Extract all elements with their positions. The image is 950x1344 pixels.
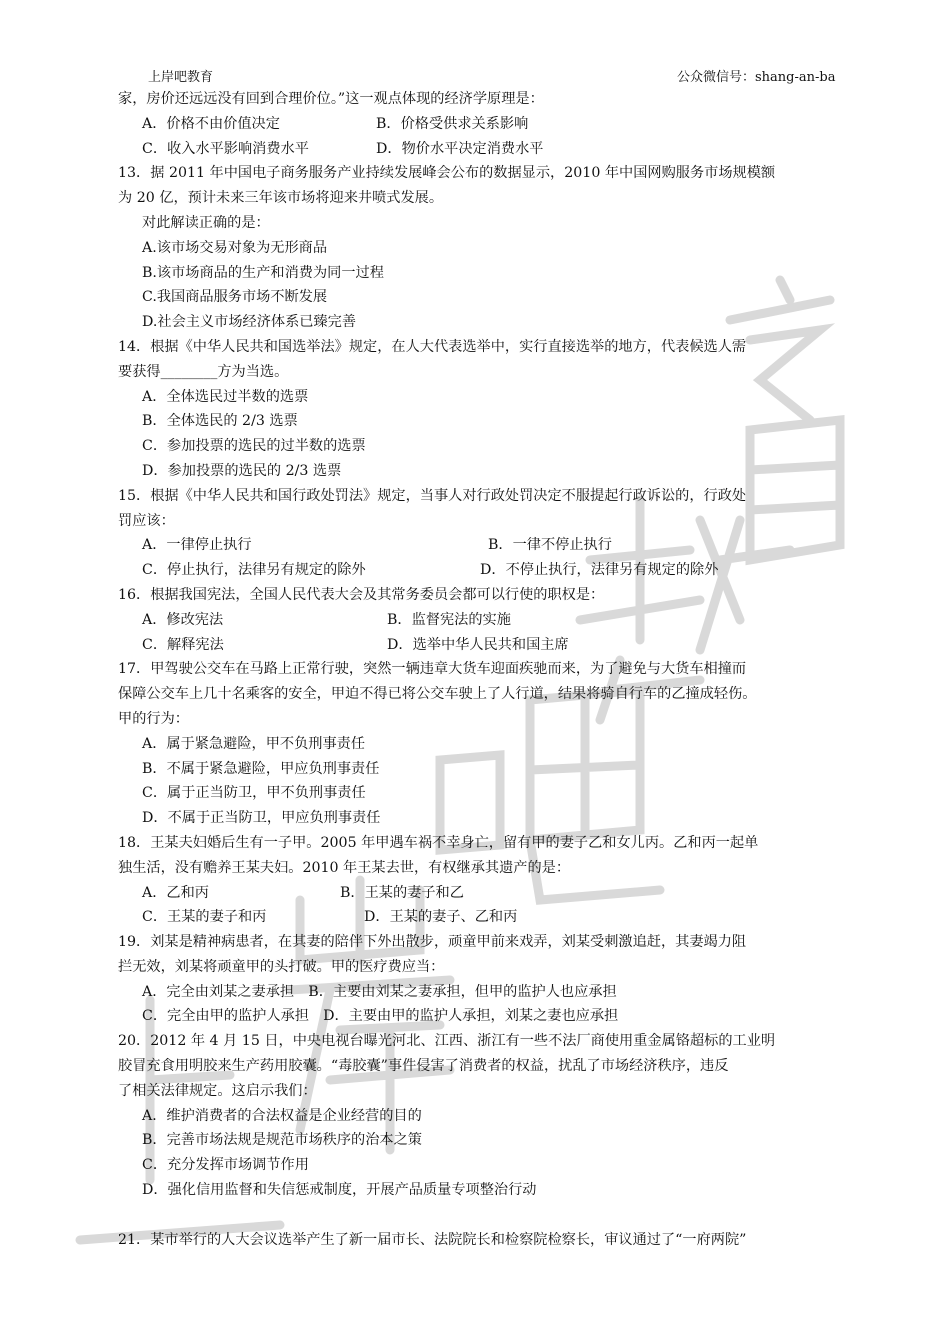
option: C．停止执行，法律另有规定的除外: [142, 562, 366, 579]
option: D．不停止执行，法律另有规定的除外: [480, 562, 719, 579]
text-line: 保障公交车上几十名乘客的安全，甲迫不得已将公交车驶上了人行道，结果将骑自行车的乙撞成轻伤。: [118, 686, 757, 703]
option: C．参加投票的选民的过半数的选票: [142, 438, 366, 455]
option: A．属于紧急避险，甲不负刑事责任: [142, 735, 366, 752]
spacer: [118, 1203, 863, 1228]
question-21: 21．某市举行的人大会议选举产生了新一届市长、法院院长和检察院检察长，审议通过了“一府两院”: [118, 1231, 747, 1248]
text-line: 胶冒充食用明胶来生产药用胶囊。“毒胶囊”事件侵害了消费者的权益，扰乱了市场经济秩序，违反: [118, 1058, 729, 1075]
option: A.该市场交易对象为无形商品: [142, 239, 328, 256]
question-16: 16．根据我国宪法，全国人民代表大会及其常务委员会都可以行使的职权是：: [118, 586, 605, 603]
question-18: 18．王某夫妇婚后生有一子甲。2005 年甲遇车祸不幸身亡，留有甲的妻子乙和女儿丙。乙和丙一起单: [118, 834, 759, 851]
option: C.我国商品服务市场不断发展: [142, 289, 328, 306]
header-right: 公众微信号：shang-an-ba: [677, 70, 836, 85]
option: D．强化信用监督和失信惩戒制度，开展产品质量专项整治行动: [142, 1182, 537, 1199]
option: B．王某的妻子和乙: [340, 884, 464, 901]
option: D．不属于正当防卫，甲应负刑事责任: [142, 810, 381, 827]
option: C．收入水平影响消费水平: [142, 140, 309, 157]
question-17: 17．甲驾驶公交车在马路上正常行驶，突然一辆违章大货车迎面疾驰而来，为了避免与大货车相撞而: [118, 661, 747, 678]
option: B．价格受供求关系影响: [376, 115, 529, 132]
option-row: [118, 608, 863, 633]
option: C．充分发挥市场调节作用: [142, 1157, 309, 1174]
text-line: 对此解读正确的是：: [142, 214, 270, 231]
question-15: 15．根据《中华人民共和国行政处罚法》规定，当事人对行政处罚决定不服提起行政诉讼的，行政处: [118, 487, 747, 504]
option: B．全体选民的 2/3 选票: [142, 413, 298, 430]
option-row: [118, 881, 863, 906]
option: D．王某的妻子、乙和丙: [364, 909, 518, 926]
option: C．解释宪法: [142, 636, 224, 653]
text-line: 罚应该：: [118, 512, 175, 529]
question-20: 20．2012 年 4 月 15 日，中央电视台曝光河北、江西、浙江有一些不法厂商使用重金属铬超标的工业明: [118, 1033, 776, 1050]
text-line: 要获得________方为当选。: [118, 363, 289, 380]
option: C．属于正当防卫，甲不负刑事责任: [142, 785, 366, 802]
option: D.社会主义市场经济体系已臻完善: [142, 314, 357, 331]
option: B．不属于紧急避险，甲应负刑事责任: [142, 760, 380, 777]
option: D．物价水平决定消费水平: [376, 140, 544, 157]
text-line: 拦无效，刘某将顽童甲的头打破。甲的医疗费应当：: [118, 958, 445, 975]
option: C．王某的妻子和丙: [142, 909, 267, 926]
option: B．完善市场法规是规范市场秩序的治本之策: [142, 1132, 422, 1149]
option-row: [118, 137, 863, 162]
option: A．完全由刘某之妻承担 B．主要由刘某之妻承担，但甲的监护人也应承担: [142, 983, 617, 1000]
text-line: 家，房价还远远没有回到合理价位。”这一观点体现的经济学原理是：: [118, 91, 544, 107]
option: A．修改宪法: [142, 611, 224, 628]
header-left: 上岸吧教育: [148, 70, 214, 85]
text-line: 独生活，没有赡养王某夫妇。2010 年王某去世，有权继承其遗产的是：: [118, 859, 571, 876]
option: B.该市场商品的生产和消费为同一过程: [142, 264, 384, 281]
option: C．完全由甲的监护人承担 D．主要由甲的监护人承担，刘某之妻也应承担: [142, 1008, 619, 1025]
text-line: 了相关法律规定。这启示我们：: [118, 1082, 317, 1099]
option: D．选举中华人民共和国主席: [387, 636, 569, 653]
option-row: [118, 905, 863, 930]
option: B．监督宪法的实施: [387, 611, 511, 628]
question-19: 19．刘某是精神病患者，在其妻的陪伴下外出散步，顽童甲前来戏弄，刘某受刺激追赶，其妻竭力阻: [118, 934, 747, 951]
option-row: [118, 112, 863, 137]
option: A．一律停止执行: [142, 537, 252, 554]
option-row: [118, 558, 863, 583]
option: A．价格不由价值决定: [142, 115, 280, 132]
question-13: 13．据 2011 年中国电子商务服务产业持续发展峰会公布的数据显示，2010 年中国网购服务市场规模额: [118, 165, 776, 182]
option: A．乙和丙: [142, 884, 209, 901]
option-row: [118, 633, 863, 658]
text-line: 为 20 亿，预计未来三年该市场将迎来井喷式发展。: [118, 190, 444, 207]
text-line: 甲的行为：: [118, 710, 189, 727]
option: D．参加投票的选民的 2/3 选票: [142, 462, 342, 479]
document-body: [118, 87, 863, 1252]
option-row: [118, 533, 863, 558]
option: B．一律不停止执行: [488, 537, 612, 554]
question-14: 14．根据《中华人民共和国选举法》规定，在人大代表选举中，实行直接选举的地方，代表候选人需: [118, 338, 747, 355]
option: A．全体选民过半数的选票: [142, 388, 309, 405]
option: A．维护消费者的合法权益是企业经营的目的: [142, 1107, 422, 1124]
